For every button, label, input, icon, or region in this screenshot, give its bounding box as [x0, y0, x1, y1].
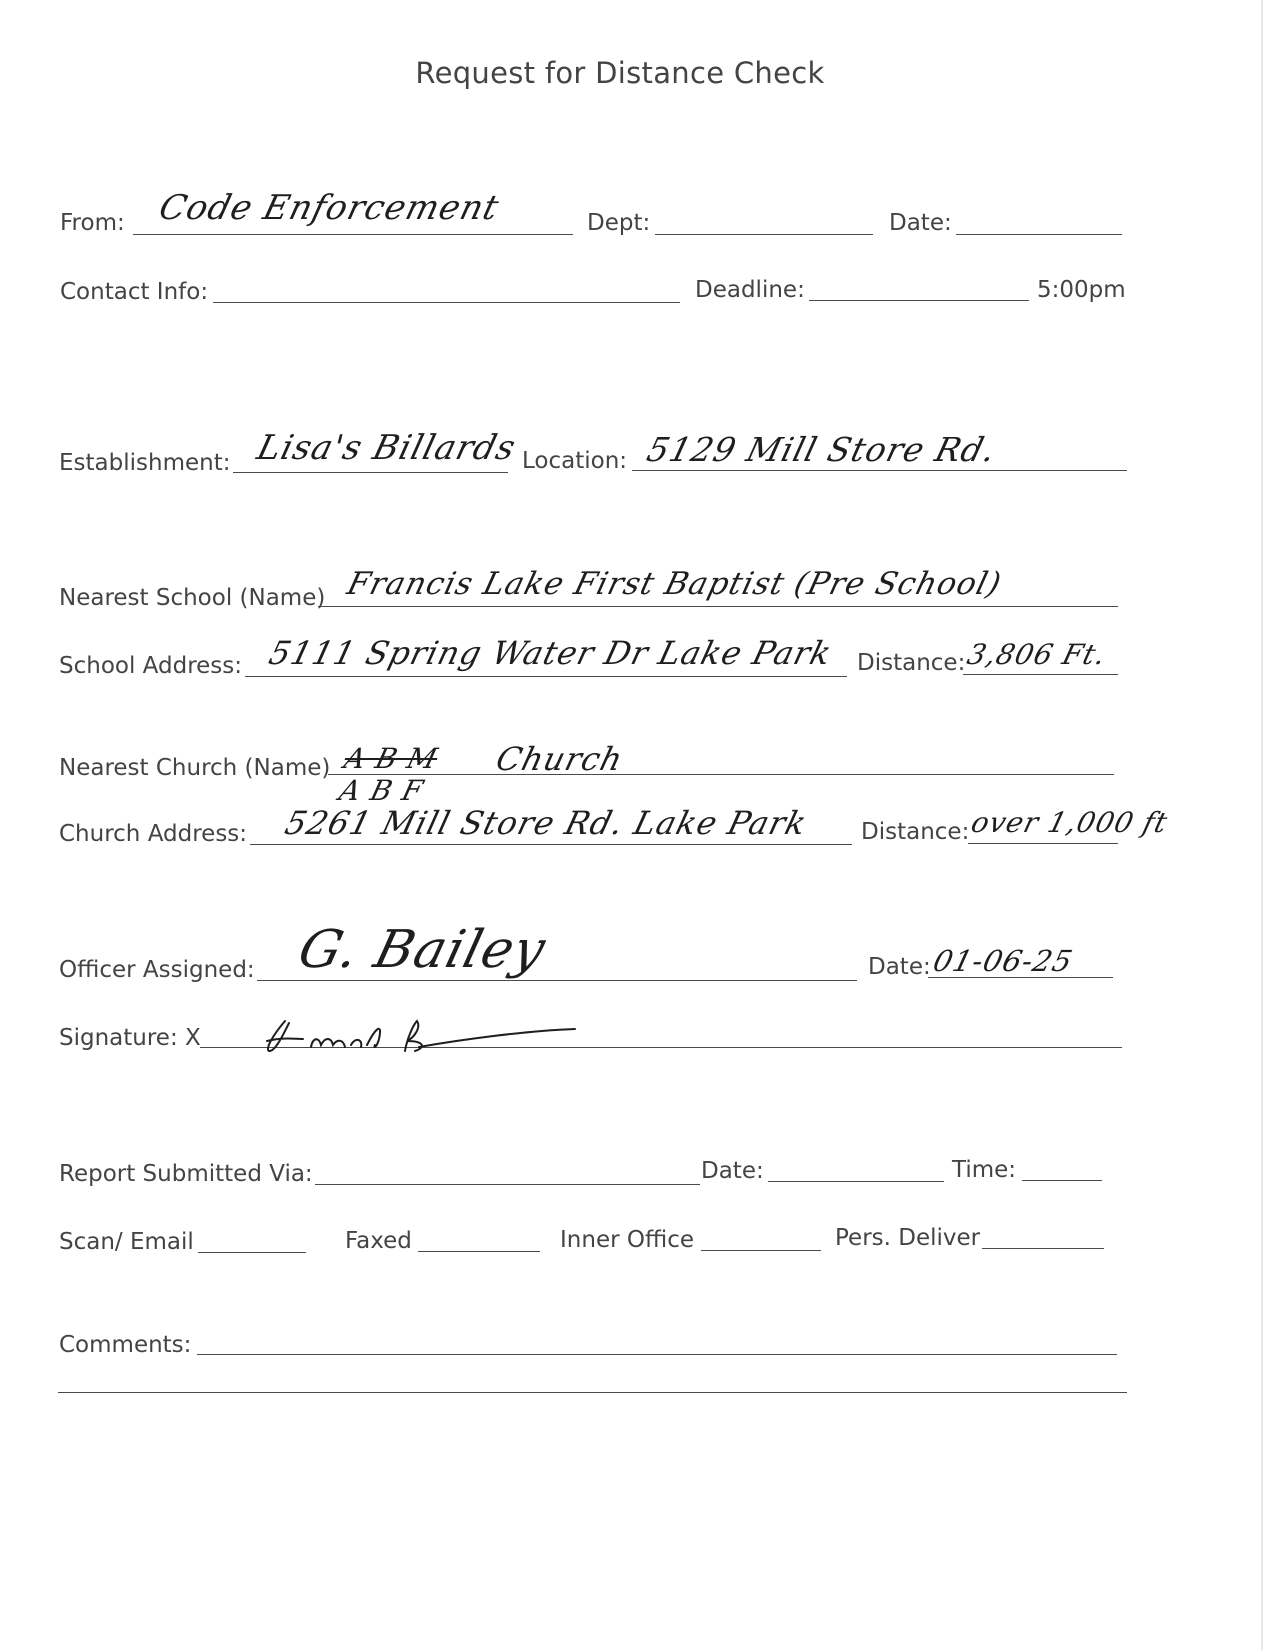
contact-label: Contact Info:: [60, 279, 209, 305]
scan-email-line[interactable]: [198, 1252, 306, 1253]
signature-label: Signature: X: [59, 1025, 201, 1051]
location-value[interactable]: 5129 Mill Store Rd.: [643, 430, 1001, 469]
form-title: Request for Distance Check: [415, 56, 825, 90]
deadline-label: Deadline:: [695, 277, 805, 303]
school-distance-value[interactable]: 3,806 Ft.: [963, 638, 1110, 671]
church-address-line: [250, 844, 852, 845]
date-line[interactable]: [956, 234, 1122, 235]
location-label: Location:: [522, 448, 628, 474]
school-address-label: School Address:: [59, 653, 243, 679]
officer-date-label: Date:: [868, 954, 931, 980]
from-value[interactable]: Code Enforcement: [155, 188, 504, 228]
church-address-value[interactable]: 5261 Mill Store Rd. Lake Park: [281, 804, 812, 842]
church-name-value[interactable]: Church: [492, 740, 628, 778]
church-name-label: Nearest Church (Name): [59, 755, 331, 781]
officer-value[interactable]: G. Bailey: [292, 920, 552, 980]
signature-mark[interactable]: [255, 1015, 595, 1060]
date-label: Date:: [889, 210, 952, 236]
officer-label: Officer Assigned:: [59, 957, 255, 983]
from-label: From:: [60, 210, 125, 236]
report-date-line[interactable]: [768, 1181, 944, 1182]
church-distance-label: Distance:: [861, 819, 970, 845]
faxed-label: Faxed: [345, 1228, 412, 1254]
scan-email-label: Scan/ Email: [59, 1229, 194, 1255]
dept-line[interactable]: [655, 234, 873, 235]
scan-edge-shadow: [1261, 0, 1263, 1650]
church-struck-text: A B M: [340, 742, 442, 775]
faxed-line[interactable]: [418, 1251, 540, 1252]
establishment-value[interactable]: Lisa's Billards: [253, 428, 521, 468]
officer-line: [257, 980, 857, 981]
dept-label: Dept:: [587, 210, 651, 236]
inner-office-label: Inner Office: [560, 1227, 694, 1253]
school-name-label: Nearest School (Name): [59, 585, 326, 611]
deadline-time: 5:00pm: [1037, 277, 1126, 303]
inner-office-line[interactable]: [701, 1250, 821, 1251]
church-name-line: [328, 774, 1114, 775]
deadline-line[interactable]: [809, 300, 1029, 301]
school-name-value[interactable]: Francis Lake First Baptist (Pre School): [343, 566, 1006, 602]
comments-line-2[interactable]: [58, 1392, 1127, 1393]
comments-label: Comments:: [59, 1332, 192, 1358]
establishment-label: Establishment:: [59, 450, 231, 476]
report-time-label: Time:: [952, 1157, 1017, 1183]
contact-line[interactable]: [213, 302, 680, 303]
report-via-label: Report Submitted Via:: [59, 1161, 313, 1187]
location-line: [632, 470, 1127, 471]
report-time-line[interactable]: [1022, 1180, 1102, 1181]
school-distance-label: Distance:: [857, 650, 966, 676]
church-correction-text: A B F: [335, 774, 428, 807]
church-distance-line: [968, 843, 1118, 844]
school-distance-line: [963, 674, 1118, 675]
school-name-line: [318, 606, 1118, 607]
school-address-line: [245, 676, 847, 677]
church-address-label: Church Address:: [59, 821, 248, 847]
from-line: [133, 234, 573, 235]
church-distance-value[interactable]: over 1,000 ft: [967, 806, 1172, 839]
school-address-value[interactable]: 5111 Spring Water Dr Lake Park: [265, 634, 836, 672]
officer-date-value[interactable]: 01-06-25: [929, 944, 1077, 978]
report-date-label: Date:: [701, 1158, 764, 1184]
comments-line-1[interactable]: [197, 1354, 1117, 1355]
report-via-line[interactable]: [315, 1184, 700, 1185]
establishment-line: [233, 472, 508, 473]
pers-deliver-label: Pers. Deliver: [835, 1225, 981, 1251]
pers-deliver-line[interactable]: [982, 1248, 1104, 1249]
